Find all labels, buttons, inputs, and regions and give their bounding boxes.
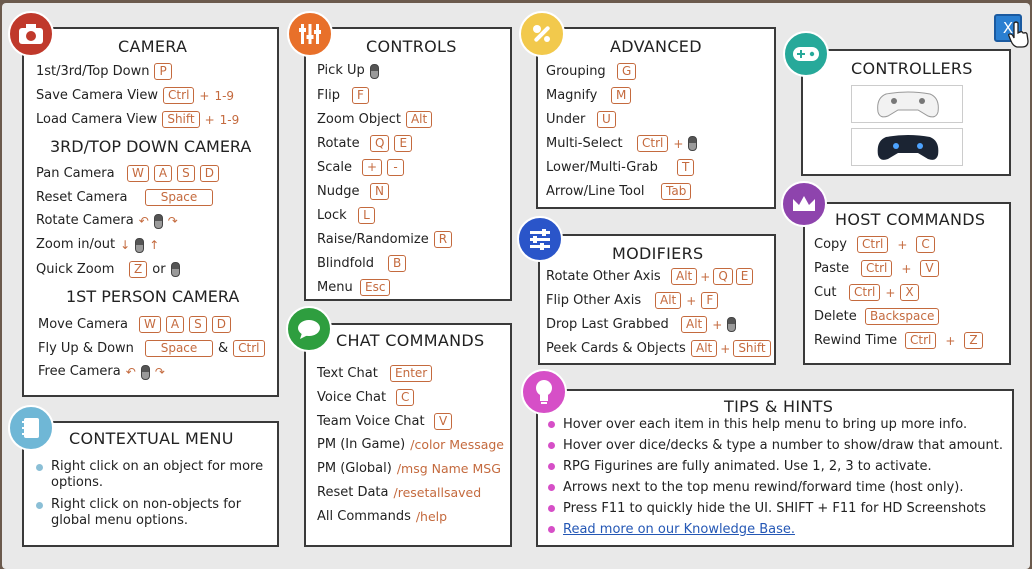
arrow-down-icon: ↓ [120,238,131,252]
key-z: Z [964,332,982,349]
pm-game-row[interactable] [317,437,504,453]
raise-label: Raise/Randomize [317,231,429,247]
mouse-icon [688,136,697,151]
key-ctrl: Ctrl [849,284,880,301]
plus: + [199,88,210,103]
quick-zoom-row[interactable] [36,261,180,278]
key-g: G [617,63,636,80]
nudge-label: Nudge [317,183,360,199]
first-person-title: 1ST PERSON CAMERA [66,287,240,306]
contextual-item [36,459,263,491]
key-w: W [139,316,161,333]
plus: + [700,269,711,284]
zoom-label: Zoom in/out [36,237,116,252]
key-v: V [920,260,938,277]
or-text: or [152,261,166,277]
xbox-controller-button[interactable] [851,85,963,123]
key-x: X [900,284,918,301]
bullet [548,484,555,491]
chat-title: CHAT COMMANDS [336,331,485,350]
key-q: Q [713,268,732,285]
contextual-item-line: global menu options. [51,513,189,528]
tip-text: Hover over dice/decks & type a number to show/draw that amount. [563,438,1003,453]
magnify-label: Magnify [546,87,598,103]
flip-other-label: Flip Other Axis [546,292,642,308]
copy-label: Copy [814,236,847,252]
save-camera-row[interactable] [36,87,234,104]
key-space: Space [145,340,213,357]
arrow-label: Arrow/Line Tool [546,183,645,199]
key-ctrl: Ctrl [637,135,668,152]
move-camera-row[interactable] [38,316,231,333]
key-alt: Alt [655,292,681,309]
key-m: M [611,87,631,104]
key-e: E [736,268,754,285]
reset-data-cmd: /resetallsaved [393,485,482,500]
bullet [548,505,555,512]
plus: + [885,285,896,300]
save-camera-label: Save Camera View [36,87,159,103]
mouse-left-icon [370,64,379,79]
tips-title: TIPS & HINTS [724,397,834,416]
blindfold-label: Blindfold [317,255,375,271]
key-alt: Alt [406,111,432,128]
rotate-other-row[interactable] [546,268,753,285]
key-ctrl: Ctrl [905,332,936,349]
zoom-object-row[interactable] [317,111,432,128]
mouse-icon [727,317,736,332]
key-ctrl: Ctrl [163,87,194,104]
arrow-row[interactable] [546,183,691,200]
key-s: S [189,316,207,333]
rotate-other-label: Rotate Other Axis [546,268,661,284]
tips-panel [536,389,1014,547]
camera-title: CAMERA [118,37,188,56]
tip-item [548,501,986,516]
under-row[interactable] [546,111,616,128]
plus: + [897,237,908,252]
voice-chat-row[interactable] [317,389,414,406]
key-u: U [597,111,616,128]
rotate-label: Rotate [317,135,360,151]
key-z: Z [129,261,147,278]
paste-row[interactable] [814,260,939,277]
sliders-icon [287,11,333,57]
team-voice-row[interactable] [317,413,452,430]
plus: + [720,341,731,356]
paste-label: Paste [814,260,850,276]
host-title: HOST COMMANDS [835,210,986,229]
key-w: W [127,165,149,182]
tip-item [548,417,967,432]
key-ctrl: Ctrl [861,260,892,277]
all-commands-row[interactable] [317,509,447,525]
plus: + [673,136,684,151]
key-alt: Alt [671,268,697,285]
bullet [548,463,555,470]
advanced-panel [536,27,776,209]
mouse-icon [171,262,180,277]
plus: + [204,112,215,127]
rotate-label: Rotate Camera [36,213,134,228]
multi-select-label: Multi-Select [546,135,623,151]
load-camera-row[interactable] [36,111,239,128]
pan-camera-row[interactable] [36,165,219,182]
contextual-item-line: Right click on non-objects for [51,497,242,512]
reset-label: Reset Camera [36,189,128,205]
key-b: B [388,255,406,272]
key-d: D [200,165,219,182]
key-plus: + [362,159,382,176]
peek-label: Peek Cards & Objects [546,340,686,356]
drop-last-row[interactable] [546,316,736,333]
raise-row[interactable] [317,231,452,248]
key-alt: Alt [681,316,707,333]
pm-global-row[interactable] [317,461,501,477]
quick-zoom-label: Quick Zoom [36,261,115,277]
scale-label: Scale [317,159,352,175]
mouse-scroll-icon [135,238,144,253]
key-f: F [352,87,369,104]
key-space: Space [145,189,213,206]
key-r: R [434,231,452,248]
controls-title: CONTROLS [366,37,457,56]
tip-item [548,459,932,474]
mouse-icon [141,365,150,380]
tip-item [548,438,1003,453]
tip-item [548,480,963,495]
key-n: N [370,183,389,200]
controls-panel [304,27,512,301]
under-label: Under [546,111,586,127]
key-c: C [396,389,414,406]
chat-bubble-icon [286,306,332,352]
camera-icon [8,11,54,57]
contextual-menu-panel [22,421,279,547]
key-minus: - [387,159,404,176]
contextual-item-line: Right click on an object for more [51,459,264,474]
pick-up-label: Pick Up [317,63,365,78]
key-s: S [177,165,195,182]
contextual-item [36,497,241,529]
controllers-panel [801,49,1011,176]
drop-last-label: Drop Last Grabbed [546,316,669,332]
flip-other-row[interactable] [546,292,718,309]
gamepad-icon [783,31,829,77]
key-f: F [701,292,718,309]
key-ctrl: Ctrl [857,236,888,253]
fly-label: Fly Up & Down [38,340,134,356]
key-e: E [394,135,412,152]
delete-label: Delete [814,308,857,324]
arrow-right-icon: ↷ [154,365,165,379]
delete-row[interactable] [814,308,939,325]
text-chat-label: Text Chat [317,365,378,381]
lower-row[interactable] [546,159,694,176]
bullet [548,526,555,533]
key-c: C [916,236,934,253]
camera-row[interactable] [36,63,172,80]
lock-row[interactable] [317,207,375,224]
arrow-left-icon: ↶ [138,214,149,228]
key-esc: Esc [360,279,390,296]
knowledge-base-link[interactable]: Read more on our Knowledge Base. [563,522,795,537]
amp-text: & [218,340,229,356]
pm-global-cmd: /msg Name MSG [396,461,501,476]
host-commands-panel [803,202,1011,365]
rotate-camera-row[interactable] [36,213,178,229]
key-shift: Shift [162,111,199,128]
camera-panel [22,27,279,397]
range: 1-9 [219,112,240,127]
tip-text: Arrows next to the top menu rewind/forward time (host only). [563,480,964,495]
multi-select-row[interactable] [546,135,697,152]
arrow-right-icon: ↷ [167,214,178,228]
zoom-row[interactable] [36,237,159,253]
key-a: A [166,316,184,333]
rewind-row[interactable] [814,332,983,349]
text-chat-row[interactable] [317,365,432,382]
flip-row[interactable] [317,87,369,104]
free-camera-row[interactable] [38,364,165,380]
plus: + [901,261,912,276]
pm-game-cmd: /color Message [410,437,504,452]
top-down-title: 3RD/TOP DOWN CAMERA [50,137,252,156]
chat-commands-panel [304,323,512,547]
notebook-icon [8,405,54,451]
bullet [36,502,43,509]
key-a: A [154,165,172,182]
all-commands-cmd: /help [415,509,448,524]
contextual-title: CONTEXTUAL MENU [69,429,234,448]
arrow-left-icon: ↶ [125,365,136,379]
controllers-title: CONTROLLERS [851,59,973,78]
range: 1-9 [214,88,235,103]
free-label: Free Camera [38,364,121,379]
crown-icon [781,181,827,227]
help-sheet [2,3,1030,569]
reset-data-label: Reset Data [317,485,389,500]
tip-item [548,522,795,537]
key-tab: Tab [661,183,691,200]
pick-up-row[interactable] [317,63,379,79]
key-shift: Shift [733,340,770,357]
modifiers-title: MODIFIERS [612,244,704,263]
lock-label: Lock [317,207,347,223]
pan-label: Pan Camera [36,165,115,181]
team-voice-label: Team Voice Chat [317,413,425,429]
key-p: P [154,63,171,80]
key-v: V [434,413,452,430]
wrench-icon [519,11,565,57]
ps-controller-button[interactable] [851,128,963,166]
advanced-title: ADVANCED [610,37,702,56]
scale-row[interactable] [317,159,404,176]
key-q: Q [370,135,389,152]
mouse-icon [154,214,163,229]
bullet [548,442,555,449]
key-t: T [677,159,694,176]
pm-global-label: PM (Global) [317,461,392,476]
reset-camera-row[interactable] [36,189,213,206]
reset-data-row[interactable] [317,485,481,501]
key-ctrl: Ctrl [233,340,264,357]
fly-row[interactable] [38,340,265,357]
cut-label: Cut [814,284,837,300]
tip-text: RPG Figurines are fully animated. Use 1, 2, 3 to activate. [563,459,932,474]
grouping-row[interactable] [546,63,636,80]
menu-row[interactable] [317,279,390,296]
move-label: Move Camera [38,316,129,332]
zoom-object-label: Zoom Object [317,111,401,127]
plus: + [945,333,956,348]
modifiers-panel [538,234,776,365]
plus: + [712,317,723,332]
key-backspace: Backspace [865,308,939,325]
flip-label: Flip [317,87,340,103]
arrow-up-icon: ↑ [149,238,160,252]
tip-text: Press F11 to quickly hide the UI. SHIFT + F11 for HD Screenshots [563,501,987,516]
lower-label: Lower/Multi-Grab [546,159,658,175]
peek-row[interactable] [546,340,771,357]
plus: + [686,293,697,308]
camera-row-label: 1st/3rd/Top Down [36,63,150,79]
pm-game-label: PM (In Game) [317,437,406,452]
magnify-row[interactable] [546,87,631,104]
key-l: L [358,207,375,224]
blindfold-row[interactable] [317,255,406,272]
load-camera-label: Load Camera View [36,111,158,127]
key-enter: Enter [390,365,432,382]
bullet [36,464,43,471]
hand-cursor-icon [1008,21,1030,49]
rewind-label: Rewind Time [814,332,898,348]
close-label: X [1002,19,1014,37]
cut-row[interactable] [814,284,919,301]
nudge-row[interactable] [317,183,389,200]
key-d: D [212,316,231,333]
voice-chat-label: Voice Chat [317,389,387,405]
key-alt: Alt [691,340,717,357]
contextual-item-line: options. [51,475,104,490]
tip-text: Hover over each item in this help menu to bring up more info. [563,417,968,432]
modifiers-icon [517,216,563,262]
grouping-label: Grouping [546,63,606,79]
copy-row[interactable] [814,236,935,253]
all-commands-label: All Commands [317,509,411,524]
rotate-row[interactable] [317,135,412,152]
bullet [548,421,555,428]
lightbulb-icon [521,369,567,415]
menu-label: Menu [317,279,353,295]
